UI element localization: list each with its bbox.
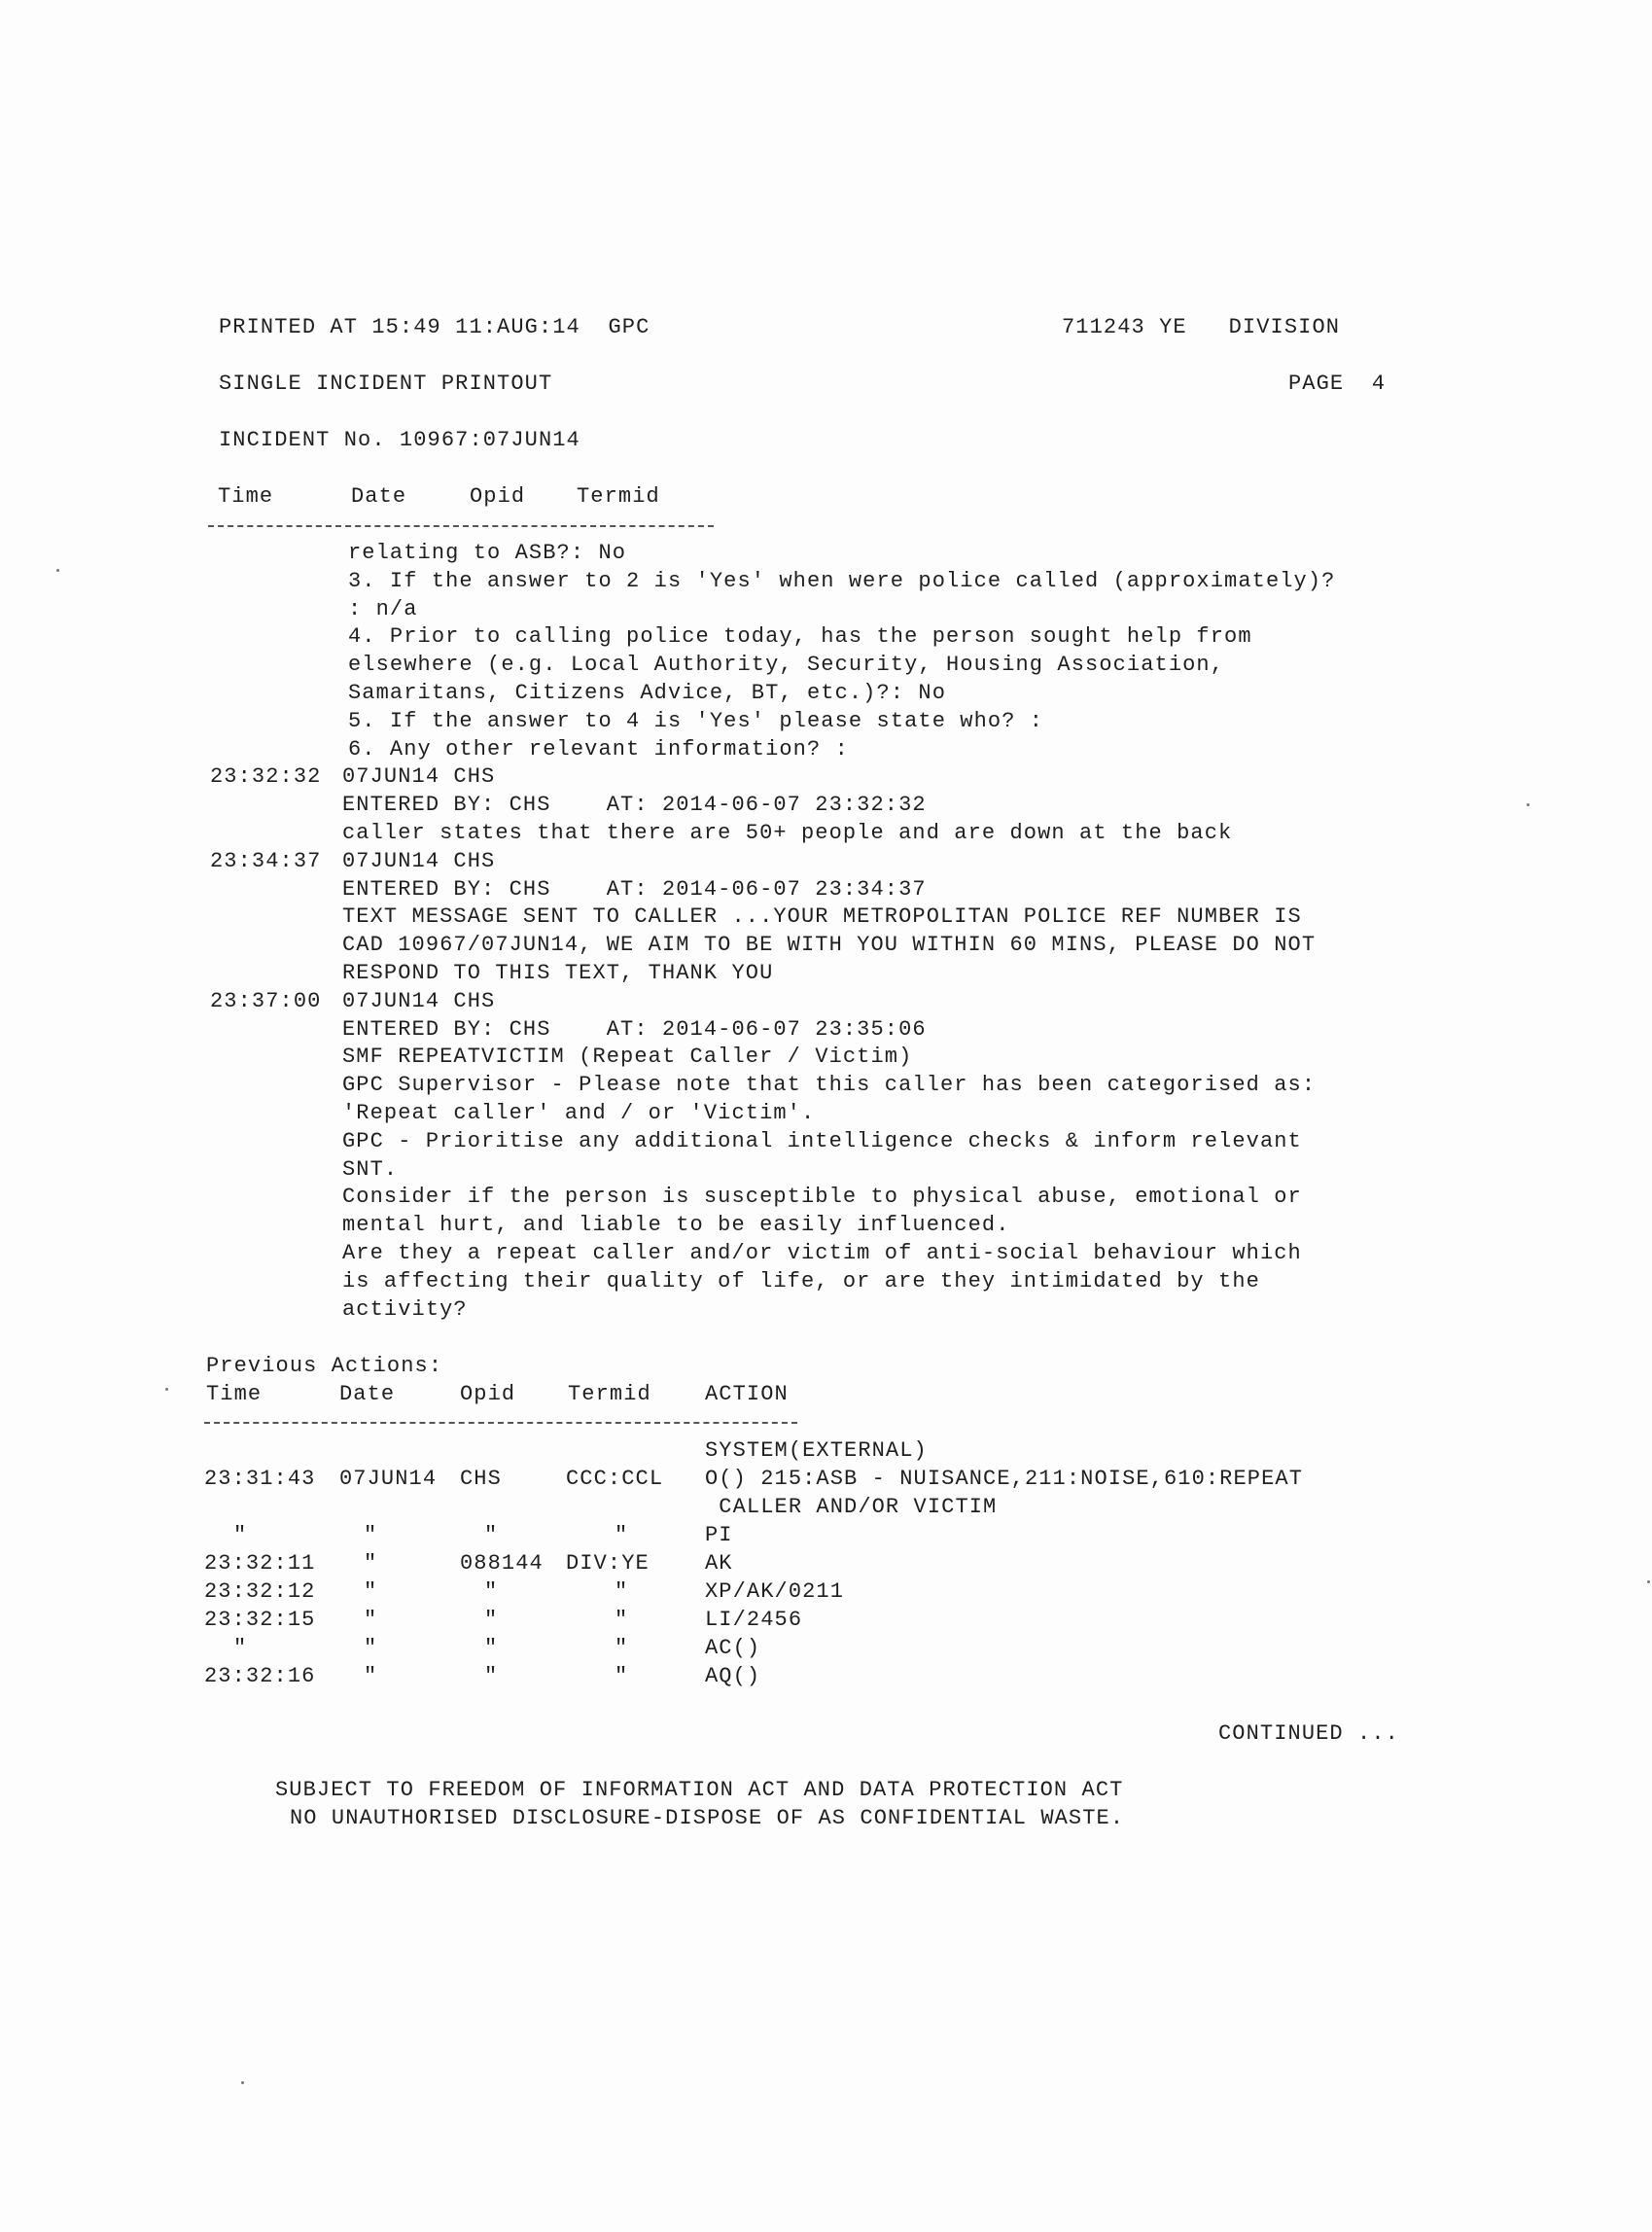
log-header-time: Time xyxy=(218,484,274,509)
log-line: ENTERED BY: CHS AT: 2014-06-07 23:34:37 xyxy=(342,877,927,902)
action-opid: " xyxy=(484,1608,499,1632)
log-line: GPC - Prioritise any additional intelligence checks & inform relevant xyxy=(342,1129,1302,1153)
action-time: 23:31:43 xyxy=(204,1467,316,1491)
log-line: CAD 10967/07JUN14, WE AIM TO BE WITH YOU WITHIN 60 MINS, PLEASE DO NOT xyxy=(342,933,1317,957)
action-termid: CCC:CCL xyxy=(566,1467,664,1491)
action-termid: " xyxy=(615,1523,629,1547)
scan-speck xyxy=(1647,1580,1650,1583)
log-line: 07JUN14 CHS xyxy=(342,849,496,873)
scan-speck xyxy=(1527,803,1529,806)
previous-actions-heading: Previous Actions: xyxy=(206,1354,443,1378)
log-line: SMF REPEATVICTIM (Repeat Caller / Victim) xyxy=(342,1045,913,1069)
log-line: 07JUN14 CHS xyxy=(342,989,496,1013)
log-header-date: Date xyxy=(351,484,407,509)
action-code: LI/2456 xyxy=(705,1608,803,1632)
scan-speck xyxy=(56,569,59,572)
action-time: 23:32:15 xyxy=(204,1608,316,1632)
log-line: GPC Supervisor - Please note that this caller has been categorised as: xyxy=(342,1073,1317,1097)
division: 711243 YE DIVISION xyxy=(1062,315,1341,339)
log-line: 4. Prior to calling police today, has the person sought help from xyxy=(348,624,1252,649)
action-time: 23:32:11 xyxy=(204,1551,316,1576)
scan-speck xyxy=(165,1388,168,1391)
action-code: AK xyxy=(705,1551,733,1576)
log-line: 07JUN14 CHS xyxy=(342,764,496,789)
action-code: CALLER AND/OR VICTIM xyxy=(705,1495,998,1519)
action-termid: " xyxy=(615,1608,629,1632)
action-opid: " xyxy=(484,1636,499,1660)
log-header-termid: Termid xyxy=(577,484,660,509)
log-line: ENTERED BY: CHS AT: 2014-06-07 23:35:06 xyxy=(342,1017,927,1042)
log-line: activity? xyxy=(342,1297,468,1322)
log-line: ENTERED BY: CHS AT: 2014-06-07 23:32:32 xyxy=(342,793,927,817)
action-opid: " xyxy=(484,1523,499,1547)
action-termid: " xyxy=(615,1664,629,1688)
action-opid: " xyxy=(484,1579,499,1604)
action-date: " xyxy=(364,1579,378,1604)
actions-header-date: Date xyxy=(339,1382,396,1406)
action-code: XP/AK/0211 xyxy=(705,1579,845,1604)
action-code: AC() xyxy=(705,1636,761,1660)
action-termid: DIV:YE xyxy=(566,1551,650,1576)
action-code: PI xyxy=(705,1523,733,1547)
continued-label: CONTINUED ... xyxy=(1218,1721,1399,1746)
log-line: SNT. xyxy=(342,1157,399,1182)
document-title: SINGLE INCIDENT PRINTOUT xyxy=(219,372,553,396)
action-code: SYSTEM(EXTERNAL) xyxy=(705,1438,928,1463)
log-header-opid: Opid xyxy=(470,484,526,509)
action-date: " xyxy=(364,1523,378,1547)
log-line: : n/a xyxy=(348,597,418,621)
log-line: is affecting their quality of life, or are they intimidated by the xyxy=(342,1269,1260,1293)
printed-at: PRINTED AT 15:49 11:AUG:14 GPC xyxy=(219,315,650,339)
page-number: PAGE 4 xyxy=(1288,372,1387,396)
log-line: caller states that there are 50+ people and are down at the back xyxy=(342,821,1233,845)
log-line: 3. If the answer to 2 is 'Yes' when were police called (approximately)? xyxy=(348,569,1336,593)
action-time: 23:32:16 xyxy=(204,1664,316,1688)
action-time: " xyxy=(233,1523,248,1547)
log-line: RESPOND TO THIS TEXT, THANK YOU xyxy=(342,961,774,985)
action-date: " xyxy=(364,1551,378,1576)
log-header-rule xyxy=(208,525,714,527)
log-line: elsewhere (e.g. Local Authority, Security, Housing Association, xyxy=(348,653,1225,677)
actions-header-termid: Termid xyxy=(568,1382,651,1406)
log-timestamp: 23:37:00 xyxy=(210,989,322,1013)
action-date: " xyxy=(364,1636,378,1660)
log-line: 5. If the answer to 4 is 'Yes' please state who? : xyxy=(348,709,1044,733)
actions-header-rule xyxy=(204,1422,797,1424)
action-date: " xyxy=(364,1664,378,1688)
action-opid: CHS xyxy=(460,1467,502,1491)
log-line: 'Repeat caller' and / or 'Victim'. xyxy=(342,1101,816,1125)
log-line: 6. Any other relevant information? : xyxy=(348,737,849,762)
action-date: " xyxy=(364,1608,378,1632)
log-line: relating to ASB?: No xyxy=(348,541,627,565)
action-time: 23:32:12 xyxy=(204,1579,316,1604)
scan-speck xyxy=(241,2081,244,2084)
log-timestamp: 23:32:32 xyxy=(210,764,322,789)
footer-notice-line1: SUBJECT TO FREEDOM OF INFORMATION ACT AND DATA PROTECTION ACT xyxy=(275,1778,1124,1802)
action-opid: 088144 xyxy=(460,1551,544,1576)
action-date: 07JUN14 xyxy=(339,1467,438,1491)
log-line: Samaritans, Citizens Advice, BT, etc.)?: No xyxy=(348,681,946,705)
actions-header-opid: Opid xyxy=(460,1382,516,1406)
log-line: TEXT MESSAGE SENT TO CALLER ...YOUR METROPOLITAN POLICE REF NUMBER IS xyxy=(342,904,1302,929)
log-timestamp: 23:34:37 xyxy=(210,849,322,873)
log-line: mental hurt, and liable to be easily influenced. xyxy=(342,1213,1010,1237)
log-line: Consider if the person is susceptible to physical abuse, emotional or xyxy=(342,1185,1302,1209)
action-termid: " xyxy=(615,1636,629,1660)
action-opid: " xyxy=(484,1664,499,1688)
action-code: AQ() xyxy=(705,1664,761,1688)
action-time: " xyxy=(233,1636,248,1660)
actions-header-action: ACTION xyxy=(705,1382,789,1406)
actions-header-time: Time xyxy=(206,1382,263,1406)
action-termid: " xyxy=(615,1579,629,1604)
action-code: O() 215:ASB - NUISANCE,211:NOISE,610:REPEAT xyxy=(705,1467,1303,1491)
footer-notice-line2: NO UNAUTHORISED DISCLOSURE-DISPOSE OF AS CONFIDENTIAL WASTE. xyxy=(290,1806,1125,1830)
incident-number: INCIDENT No. 10967:07JUN14 xyxy=(219,428,580,452)
log-line: Are they a repeat caller and/or victim of anti-social behaviour which xyxy=(342,1241,1302,1265)
